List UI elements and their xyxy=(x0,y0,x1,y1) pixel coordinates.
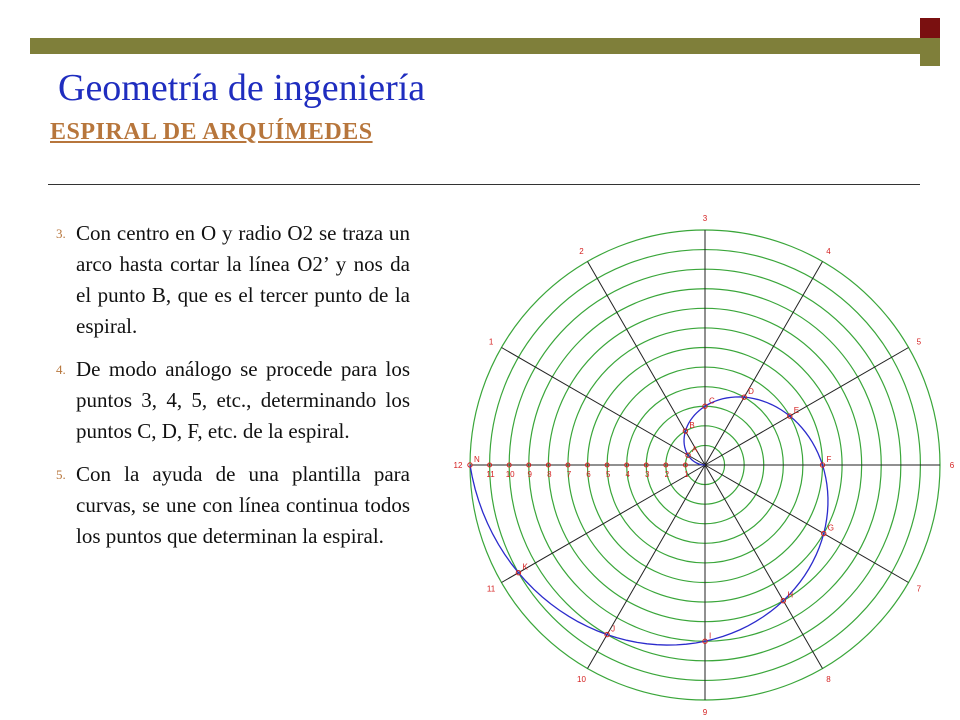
ray-label: 11 xyxy=(486,584,496,594)
archimedes-spiral-diagram xyxy=(453,214,955,717)
axis-point-label: 7 xyxy=(566,470,572,479)
division-ray xyxy=(705,465,823,669)
spiral-point-label: A xyxy=(692,445,698,455)
ray-label: 5 xyxy=(916,337,922,347)
axis-point-label: 9 xyxy=(527,470,532,479)
division-ray xyxy=(705,348,909,466)
spiral-point-label: J xyxy=(611,624,616,634)
division-ray xyxy=(588,261,706,465)
spiral-point-label: K xyxy=(522,562,528,572)
ray-label: 9 xyxy=(702,708,708,717)
spiral-point-label: F xyxy=(826,455,832,464)
division-ray xyxy=(705,261,823,465)
ray-label: 3 xyxy=(702,214,708,223)
axis-point-label: 1 xyxy=(684,470,689,479)
ray-label: 6 xyxy=(949,461,955,470)
ray-label: 10 xyxy=(577,674,586,684)
axis-point-label: 10 xyxy=(505,470,515,479)
step-item xyxy=(56,459,410,552)
ray-label: 2 xyxy=(579,247,584,257)
spiral-point-label: H xyxy=(787,590,794,600)
axis-point-label: 2 xyxy=(664,470,670,479)
step-item xyxy=(56,218,410,342)
spiral-curve xyxy=(470,397,828,645)
axis-point-label: 5 xyxy=(605,470,611,479)
step-item xyxy=(56,354,410,447)
division-ray xyxy=(501,465,705,583)
step-number: 4. xyxy=(56,362,66,377)
axis-point-label: 3 xyxy=(645,470,650,479)
spiral-point-label: I xyxy=(709,631,712,641)
step-list xyxy=(56,218,410,564)
ray-label: 8 xyxy=(826,674,831,684)
step-text: Con la ayuda de una plantilla para curvas, se une con línea continua todos los puntos que determinan la espiral. xyxy=(76,462,410,548)
step-text: Con centro en O y radio O2 se traza un arco hasta cortar la línea O2’ y nos da el punto B, que es el tercer punto de la espiral. xyxy=(76,221,410,338)
spiral-point-label: B xyxy=(689,421,695,431)
slide-subtitle: ESPIRAL DE ARQUÍMEDES xyxy=(50,119,373,145)
header-accent-square xyxy=(920,18,940,38)
header-accent-block xyxy=(920,38,940,66)
spiral-point-label: D xyxy=(748,387,754,397)
axis-point-label: 6 xyxy=(586,470,591,479)
ray-label: 7 xyxy=(916,584,922,594)
axis-point-label: 8 xyxy=(547,470,552,479)
division-ray xyxy=(588,465,706,669)
ray-label: 12 xyxy=(453,461,463,470)
step-text: De modo análogo se procede para los puntos 3, 4, 5, etc., determinando los puntos C, D, F, etc. de la espiral. xyxy=(76,357,410,443)
axis-point-label: 11 xyxy=(486,470,495,479)
ray-label: 4 xyxy=(826,247,831,257)
spiral-point-label: G xyxy=(827,523,834,533)
step-number: 5. xyxy=(56,467,66,482)
spiral-point-label: N xyxy=(474,455,480,464)
division-ray xyxy=(501,348,705,466)
slide-title: Geometría de ingeniería xyxy=(58,67,426,109)
title-divider xyxy=(48,184,920,185)
header-bar xyxy=(30,38,920,54)
axis-point-label: 4 xyxy=(625,470,630,479)
spiral-point-label: E xyxy=(793,406,800,416)
division-ray xyxy=(705,465,909,583)
step-number: 3. xyxy=(56,226,66,241)
ray-label: 1 xyxy=(488,337,494,347)
spiral-point-label: C xyxy=(709,396,715,406)
